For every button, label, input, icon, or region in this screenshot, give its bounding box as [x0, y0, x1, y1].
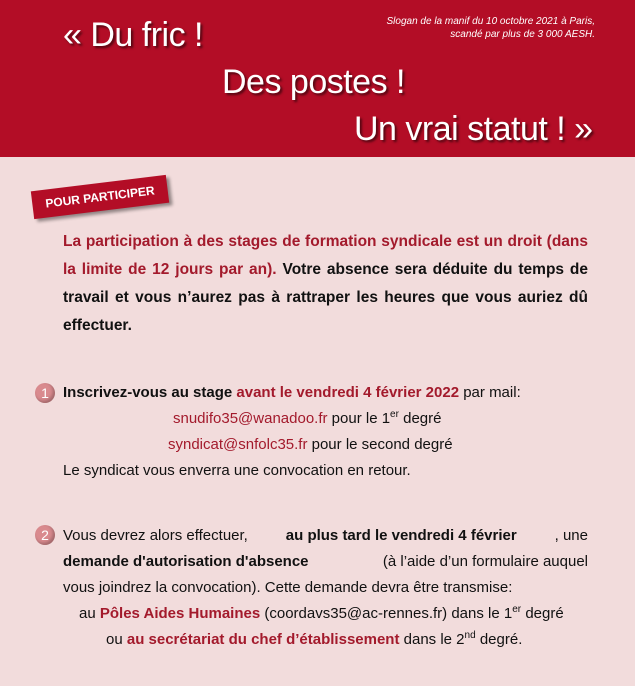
header-banner [0, 0, 635, 157]
step-2-line-4 [79, 605, 564, 622]
slogan-line-3: Un vrai statut ! » [354, 110, 593, 148]
email-primary[interactable]: snudifo35@wanadoo.fr [173, 410, 328, 427]
step-2-number: 2 [35, 525, 55, 545]
email-primary-for: pour le 1 [331, 410, 391, 427]
slogan-note [355, 15, 595, 41]
absence-request: demande d'autorisation d'absence [63, 553, 309, 570]
slogan-line-2: Des postes ! [222, 63, 405, 101]
poles-aides-humaines: Pôles Aides Humaines [99, 605, 261, 622]
step-1-deadline: avant le vendredi 4 février 2022 [236, 384, 460, 401]
step-1-by-mail: par mail: [463, 384, 521, 401]
slogan-note-line-2: scandé par plus de 3 000 AESH. [450, 29, 595, 40]
step-1-number: 1 [35, 383, 55, 403]
email-primary-end: degré [403, 410, 442, 427]
slogan-note-line-1: Slogan de la manif du 10 octobre 2021 à Paris, [386, 16, 595, 27]
intro-paragraph [63, 228, 588, 340]
email-primary-sup: er [390, 409, 399, 420]
step-2-l2b: (à l’aide d’un formulaire auquel [382, 553, 588, 570]
chef-etablissement: au secrétariat du chef d’établissement [126, 631, 400, 648]
step-2-l5a: ou [106, 631, 123, 648]
step-2-line-1 [63, 527, 588, 544]
step-2-line-5 [106, 631, 522, 648]
email-secondary-for: pour le second degré [311, 436, 453, 453]
step-1-line-1 [63, 384, 521, 401]
step-2-line-2 [63, 553, 588, 570]
step-1-line-2 [173, 410, 442, 427]
intro-absence-text: Votre absence sera déduite du temps de travail et vous n’aurez pas à rattraper les heures que vous auriez dû effectuer. [63, 261, 589, 334]
step-2-l4-sup: er [512, 604, 522, 615]
step-1-lead: Inscrivez-vous au stage [63, 384, 233, 401]
step-2-l5c: dans le 2 [403, 631, 465, 648]
step-2-line-3: vous joindrez la convocation). Cette demande devra être transmise: [63, 579, 513, 596]
intro-right-text: La participation à des stages de formation syndicale est un droit (dans la limite de 12 jours par an). [63, 233, 588, 278]
step-1-line-3 [168, 436, 453, 453]
participate-badge: POUR PARTICIPER [31, 175, 169, 219]
step-2-deadline: au plus tard le vendredi 4 février [285, 527, 517, 544]
step-2-l4c: (coordavs35@ac-rennes.fr) dans le 1 [264, 605, 513, 622]
step-2-l5d: degré. [479, 631, 523, 648]
email-secondary[interactable]: syndicat@snfolc35.fr [168, 436, 308, 453]
step-2-l5-sup: nd [464, 630, 476, 641]
step-2-l1a: Vous devrez alors effectuer, [63, 527, 248, 544]
step-1-reply: Le syndicat vous enverra une convocation en retour. [63, 462, 411, 479]
step-2-l4d: degré [525, 605, 564, 622]
slogan-line-1: « Du fric ! [63, 16, 203, 54]
step-2-l1c: , une [554, 527, 588, 544]
step-2-l4a: au [79, 605, 96, 622]
